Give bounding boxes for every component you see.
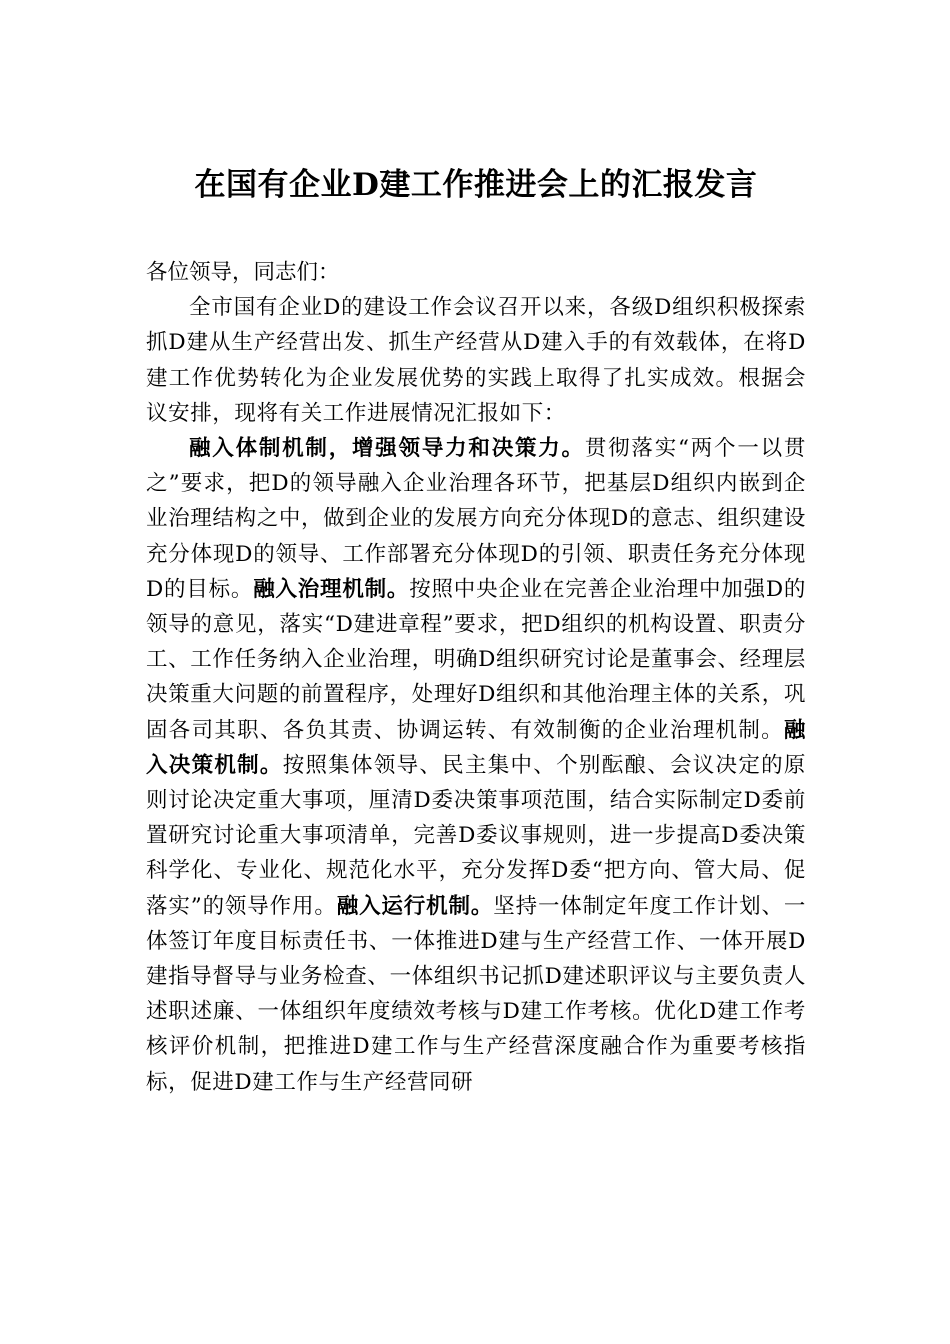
section-heading: 融入体制机制，增强领导力和决策力。 [189,436,585,462]
paragraph-segment: 按照集体领导、民主集中、个别酝酿、会议决定的原则讨论决定重大事项，厘清D委决策事项范围，结合实际制定D委前置研究讨论重大事项清单，完善D委议事规则，进一步提高D委决策科学化、专业化、规范化水平，充分发挥D委“把方向、管大局、促落实”的领导作用。 [146,752,806,919]
paragraph-intro [146,290,806,431]
section-heading: 融入治理机制。 [253,576,410,602]
paragraph-mechanisms [146,431,806,1100]
paragraph-segment: 全市国有企业D的建设工作会议召开以来，各级D组织积极探索抓D建从生产经营出发、抓生产经营从D建入手的有效载体，在将D建工作优势转化为企业发展优势的实践上取得了扎实成效。根据会议安排，现将有关工作进展情况汇报如下： [146,295,806,426]
salutation: 各位领导，同志们： [146,260,340,285]
section-heading: 融入运行机制。 [336,893,494,919]
paragraph-segment: 按照中央企业在完善企业治理中加强D的领导的意见，落实“D建进章程”要求，把D组织的机构设置、职责分工、工作任务纳入企业治理，明确D组织研究讨论是董事会、经理层决策重大问题的前置程序，处理好D组织和其他治理主体的关系，巩固各司其职、各负其责、协调运转、有效制衡的企业治理机制。 [146,576,806,743]
section-heading: 融入决策机制。 [146,717,806,778]
paragraph-segment: 贯彻落实“两个一以贯之”要求，把D的领导融入企业治理各环节，把基层D组织内嵌到企业治理结构之中，做到企业的发展方向充分体现D的意志、组织建设充分体现D的领导、工作部署充分体现D的引领、职责任务充分体现D的目标。 [146,436,806,602]
paragraph-segment: 坚持一体制定年度工作计划、一体签订年度目标责任书、一体推进D建与生产经营工作、一体开展D建指导督导与业务检查、一体组织书记抓D建述职评议与主要负责人述职述廉、一体组织年度绩效考核与D建工作考核。优化D建工作考核评价机制，把推进D建工作与生产经营深度融合作为重要考核指标，促进D建工作与生产经营同研 [146,893,806,1095]
document-body [146,255,806,1100]
document-title: 在国有企业D建工作推进会上的汇报发言 [194,167,758,203]
